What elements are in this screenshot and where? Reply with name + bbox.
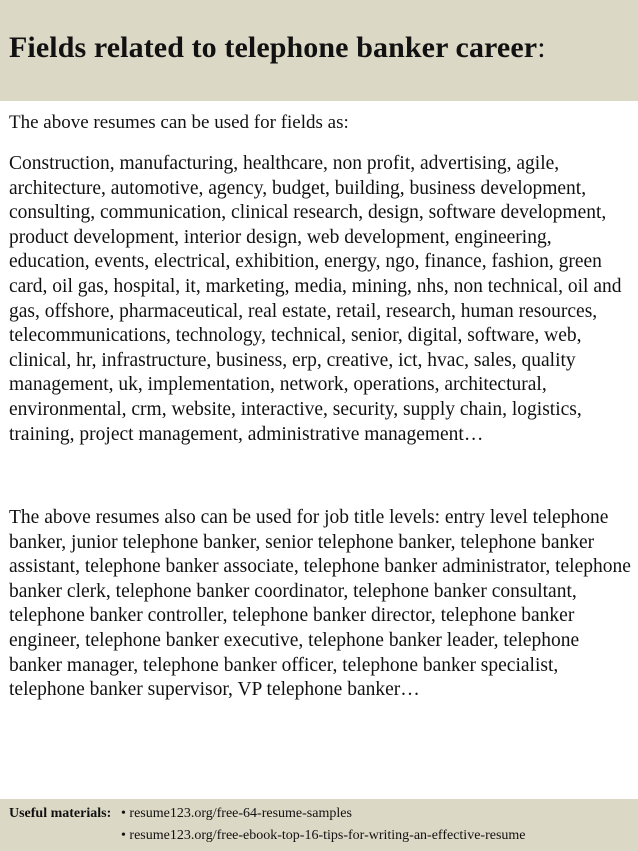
job-levels-paragraph: The above resumes also can be used for job title levels: entry level telephone banker, junior telephone banker, senior telephone banker, telephone banker assistant, telephone banker associate, telephone banker administrator, telephone banker clerk, telephone banker coordinator, telephone banker consultant, telephone banker controller, telephone banker director, telephone banker engineer, telephone banker executive, telephone banker leader, telephone banker manager, telephone banker officer, telephone banker specialist, telephone banker supervisor, VP telephone banker…: [9, 507, 631, 701]
useful-materials-label: Useful materials:: [9, 806, 112, 821]
footer-banner: [0, 799, 638, 851]
intro-text: The above resumes can be used for fields as:: [9, 112, 349, 133]
page-title-text: Fields related to telephone banker career: [9, 31, 538, 64]
useful-material-link-ebook[interactable]: • resume123.org/free-ebook-top-16-tips-for-writing-an-effective-resume: [121, 828, 526, 843]
page-title-colon: :: [537, 31, 546, 64]
header-banner: [0, 0, 638, 101]
page-title: [9, 28, 546, 68]
fields-paragraph: Construction, manufacturing, healthcare, non profit, advertising, agile, architecture, automotive, agency, budget, building, business development, consulting, communication, clinical research, design, software development, product development, interior design, web development, engineering, education, events, electrical, exhibition, energy, ngo, finance, fashion, green card, oil gas, hospital, it, marketing, media, mining, nhs, non technical, oil and gas, offshore, pharmaceutical, real estate, retail, research, human resources, telecommunications, technology, technical, senior, digital, software, web, clinical, hr, infrastructure, business, erp, creative, ict, hvac, sales, quality management, uk, implementation, network, operations, architectural, environmental, crm, website, interactive, security, supply chain, logistics, training, project management, administrative management…: [9, 153, 622, 445]
useful-material-link-samples[interactable]: • resume123.org/free-64-resume-samples: [121, 806, 352, 821]
